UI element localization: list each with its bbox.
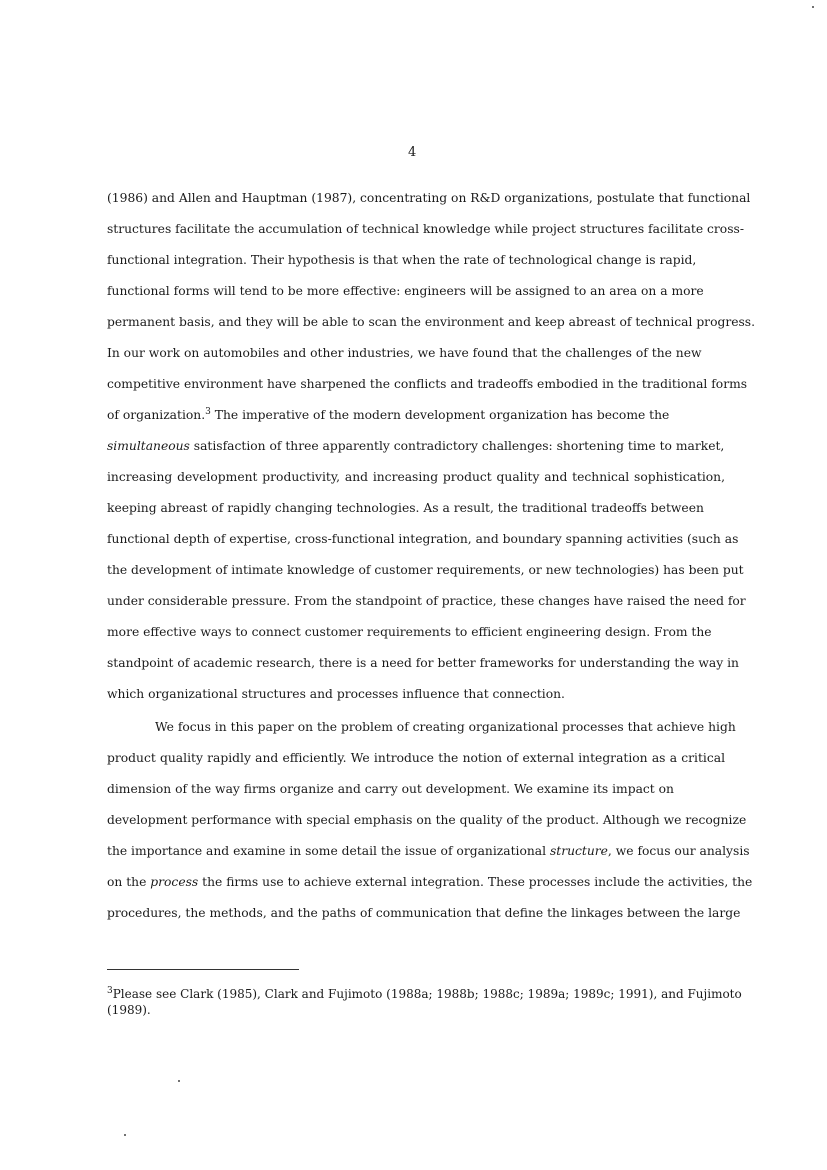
footnote-line-1 xyxy=(107,987,742,1002)
footnote-reference: 3 xyxy=(205,406,211,417)
footnote-marker: 3 xyxy=(107,986,113,996)
line-text: of organization. xyxy=(107,408,206,422)
paragraph1-line-8 xyxy=(107,407,669,423)
paragraph1-line-4: functional forms will tend to be more effective: engineers will be assigned to an area on a more xyxy=(107,284,704,298)
paragraph2-line-1: We focus in this paper on the problem of creating organizational processes that achieve high xyxy=(155,720,736,734)
paragraph1-line-6: In our work on automobiles and other industries, we have found that the challenges of the new xyxy=(107,346,702,360)
scan-speck xyxy=(178,1080,180,1082)
paragraph2-line-4: development performance with special emphasis on the quality of the product. Although we recognize xyxy=(107,813,747,827)
paragraph1-line-5: permanent basis, and they will be able to scan the environment and keep abreast of technical progress. xyxy=(107,315,756,329)
paragraph1-line-2: structures facilitate the accumulation of technical knowledge while project structures facilitate cross- xyxy=(107,222,744,236)
paragraph1-line-12: functional depth of expertise, cross-functional integration, and boundary spanning activities (such as xyxy=(107,532,739,546)
footnote-line-2: (1989). xyxy=(107,1003,151,1017)
italic-term: process xyxy=(150,875,199,889)
scan-speck xyxy=(812,6,814,8)
paragraph2-line-3: dimension of the way firms organize and carry out development. We examine its impact on xyxy=(107,782,674,796)
paragraph1-line-17: which organizational structures and processes influence that connection. xyxy=(107,687,565,701)
paragraph1-line-9 xyxy=(107,438,724,454)
paragraph2-line-5 xyxy=(107,843,750,859)
paragraph1-line-13: the development of intimate knowledge of customer requirements, or new technologies) has been put xyxy=(107,563,744,577)
paragraph1-line-16: standpoint of academic research, there is a need for better frameworks for understanding the way in xyxy=(107,656,739,670)
footnote-divider xyxy=(107,969,299,970)
paragraph1-line-14: under considerable pressure. From the standpoint of practice, these changes have raised the need for xyxy=(107,594,746,608)
line-text: on the xyxy=(107,875,151,889)
paragraph2-line-6 xyxy=(107,874,752,890)
paragraph1-line-3: functional integration. Their hypothesis is that when the rate of technological change is rapid, xyxy=(107,253,697,267)
paragraph2-line-2: product quality rapidly and efficiently. We introduce the notion of external integration as a critical xyxy=(107,751,725,765)
paragraph1-line-11: keeping abreast of rapidly changing technologies. As a result, the traditional tradeoffs between xyxy=(107,501,704,515)
scan-speck xyxy=(124,1134,126,1136)
footnote-text: Please see Clark (1985), Clark and Fujimoto (1988a; 1988b; 1988c; 1989a; 1989c; 1991), and Fujimoto xyxy=(112,987,742,1001)
line-text: , we focus our analysis xyxy=(607,844,750,858)
line-text: satisfaction of three apparently contradictory challenges: shortening time to market, xyxy=(189,439,725,453)
line-text: the firms use to achieve external integration. These processes include the activities, the xyxy=(198,875,753,889)
line-text: the importance and examine in some detail the issue of organizational xyxy=(107,844,550,858)
page-number: 4 xyxy=(408,145,417,160)
line-text: The imperative of the modern development organization has become the xyxy=(210,408,670,422)
italic-term: simultaneous xyxy=(107,439,190,453)
paragraph1-line-1: (1986) and Allen and Hauptman (1987), concentrating on R&D organizations, postulate that functional xyxy=(107,191,751,205)
paragraph1-line-7: competitive environment have sharpened the conflicts and tradeoffs embodied in the traditional forms xyxy=(107,377,748,391)
paragraph1-line-10: increasing development productivity, and increasing product quality and technical sophistication, xyxy=(107,470,725,484)
italic-term: structure xyxy=(549,844,608,858)
paragraph2-line-7: procedures, the methods, and the paths of communication that define the linkages between the large xyxy=(107,906,741,920)
paragraph1-line-15: more effective ways to connect customer requirements to efficient engineering design. From the xyxy=(107,625,712,639)
